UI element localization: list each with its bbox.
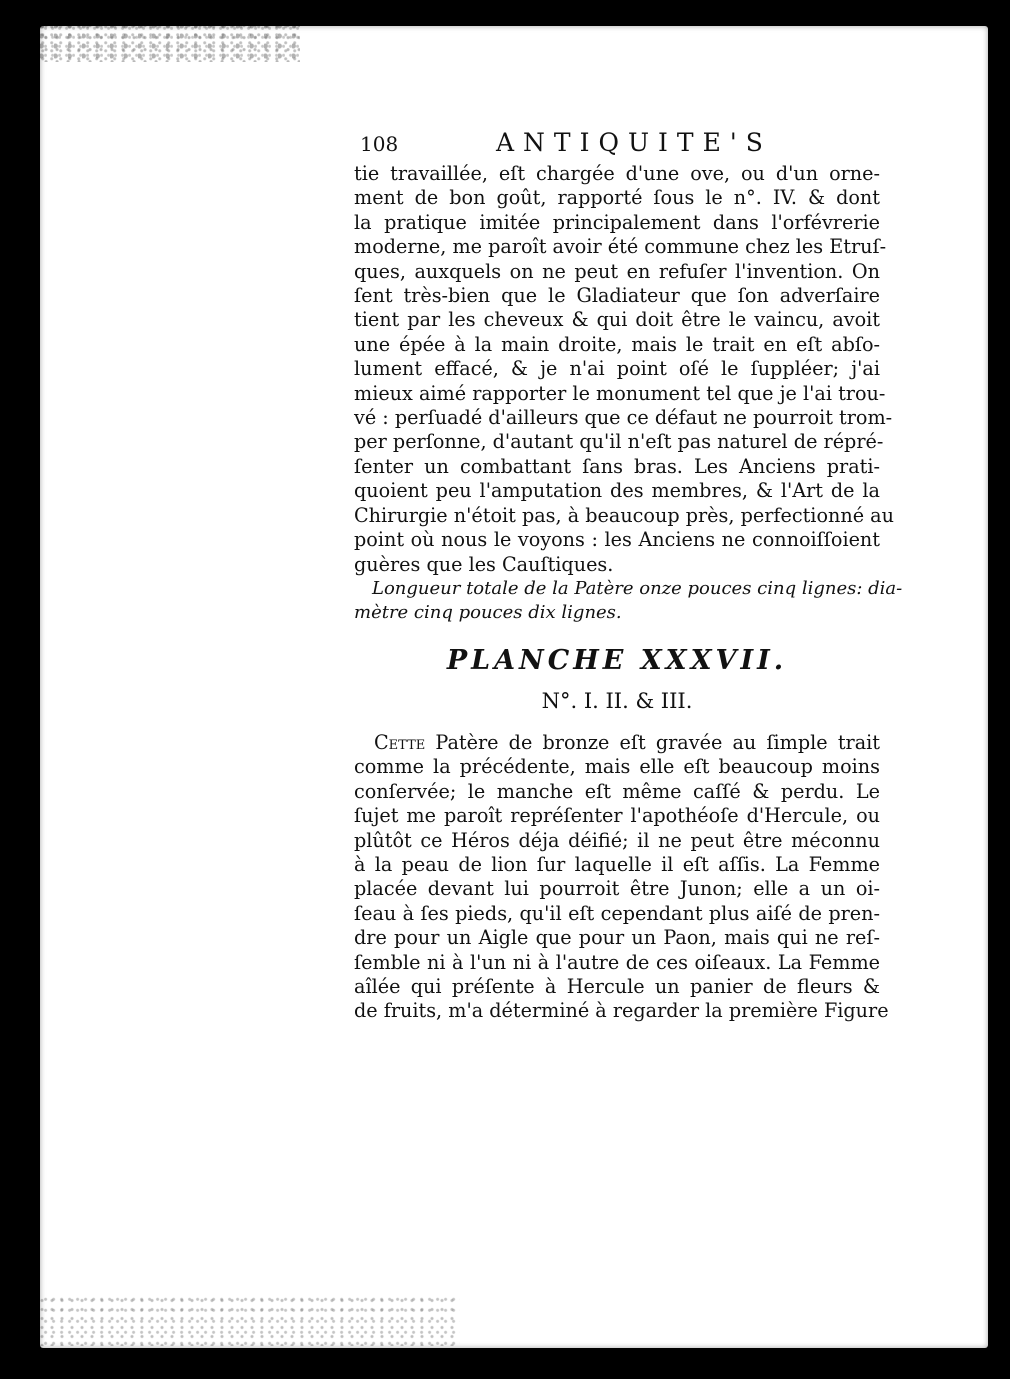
text-line: mieux aimé rapporter le monument tel que je l'ai trou-	[354, 381, 886, 405]
text-line: comme la précédente, mais elle eſt beaucoup moins	[354, 755, 880, 779]
text-column	[354, 128, 903, 1024]
text-line: ſeau à ſes pieds, qu'il eſt cependant plus aiſé de pren-	[354, 901, 880, 925]
text-line: tie travaillée, eſt chargée d'une ove, ou d'un orne-	[354, 162, 880, 185]
running-title: ANTIQUITE'S	[496, 128, 772, 157]
text-line: moderne, me paroît avoir été commune chez les Etruſ-	[354, 235, 887, 259]
text-line: dre pour un Aigle que pour un Paon, mais qui ne reſ-	[354, 926, 880, 950]
text-line: ques, auxquels on ne peut en refuſer l'invention. On	[354, 259, 880, 283]
text-line: tient par les cheveux & qui doit être le vaincu, avoit	[354, 308, 880, 332]
text-line: ment de bon goût, rapporté ſous le n°. IV. & dont	[354, 186, 880, 210]
text-line: ſenter un combattant ſans bras. Les Anciens prati-	[354, 454, 880, 478]
text-line: la pratique imitée principalement dans l'orfévrerie	[354, 210, 880, 234]
plate-heading: PLANCHE XXXVII.	[446, 644, 788, 676]
text-line: per perſonne, d'autant qu'il n'eſt pas naturel de répré-	[354, 430, 884, 454]
scan-speckle-top	[40, 22, 300, 62]
text-line: guères que les Cauſtiques.	[354, 552, 614, 576]
scan-speckle-bottom	[40, 1296, 460, 1346]
page-number: 108	[360, 132, 399, 156]
text-line: conſervée; le manche eſt même caſſé & perdu. Le	[354, 779, 880, 803]
text-line: plûtôt ce Héros déja déifié; il ne peut être méconnu	[354, 828, 880, 852]
text-line: ſent très-bien que le Gladiateur que ſon adverſaire	[354, 284, 880, 308]
text-line: de fruits, m'a déterminé à regarder la première Figure	[354, 999, 889, 1023]
text-line: une épée à la main droite, mais le trait en eſt abſo-	[354, 332, 880, 356]
text-line: à la peau de lion ſur laquelle il eſt aſſis. La Femme	[354, 852, 880, 876]
paragraph-plate-description	[354, 730, 889, 1024]
text-line	[354, 731, 880, 755]
text-line: ſemble ni à l'un ni à l'autre de ces oiſeaux. La Femme	[354, 950, 880, 974]
text-line: quoient peu l'amputation des membres, & l'Art de la	[354, 479, 880, 503]
text-line: ſujet me paroît repréſenter l'apothéoſe d'Hercule, ou	[354, 804, 880, 828]
note-line: mètre cinq pouces dix lignes.	[354, 601, 622, 623]
first-line-rest: Patère de bronze eſt gravée au ſimple trait	[425, 730, 880, 754]
text-line: placée devant lui pourroit être Junon; elle a un oi-	[354, 877, 880, 901]
text-line: lument effacé, & je n'ai point oſé le ſuppléer; j'ai	[354, 357, 880, 381]
text-line: Chirurgie n'étoit pas, à beaucoup près, perfectionné au	[354, 503, 894, 527]
paragraph-continued	[354, 162, 894, 577]
text-line: vé : perſuadé d'ailleurs que ce défaut ne pourroit trom-	[354, 406, 893, 430]
running-head	[354, 128, 880, 162]
measurement-note	[354, 577, 903, 625]
plate-subheading: N°. I. II. & III.	[541, 688, 693, 713]
text-line: point où nous le voyons : les Anciens ne connoiſſoient	[354, 528, 880, 552]
text-line: aîlée qui préſente à Hercule un panier de fleurs &	[354, 974, 880, 998]
lead-word: Cette	[374, 730, 426, 754]
note-line: Longueur totale de la Patère onze pouces cinq lignes: dia-	[372, 577, 903, 599]
